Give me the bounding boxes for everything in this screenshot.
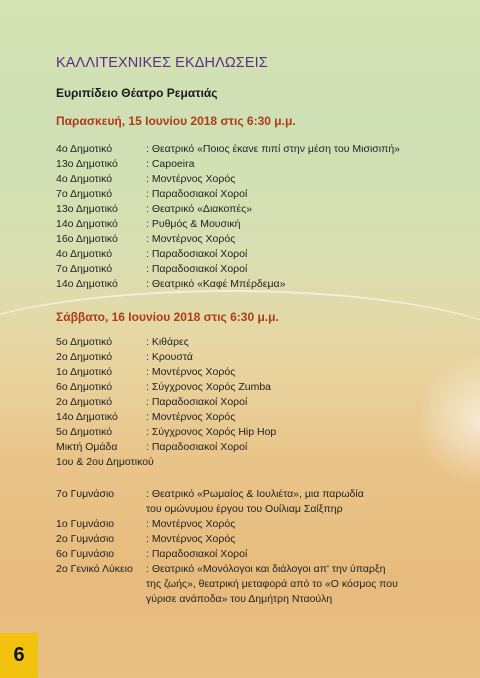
venue-name: Ευριπίδειο Θέατρο Ρεματιάς — [56, 86, 218, 100]
school-name: 14ο Δημοτικό — [56, 278, 118, 290]
performance-title: : Ρυθμός & Μουσική — [146, 218, 241, 230]
program-row — [56, 262, 400, 277]
program-row — [56, 157, 400, 172]
program-row — [56, 440, 276, 455]
school-name: 7ο Δημοτικό — [56, 263, 113, 275]
school-name: 2ο Δημοτικό — [56, 351, 113, 363]
school-name: 14ο Δημοτικό — [56, 218, 118, 230]
program-row — [56, 365, 276, 380]
performance-title: : Σύγχρονος Χορός Zumba — [146, 381, 272, 393]
performance-title: : Μοντέρνος Χορός — [146, 518, 236, 530]
program-row — [56, 380, 276, 395]
performance-title-continued: γύρισε ανάποδα» του Δημήτρη Νταούλη — [146, 593, 333, 605]
school-name: 6ο Γυμνάσιο — [56, 548, 115, 560]
performance-title-continued: της ζωής», θεατρική μεταφορά από το «Ο κόσμος που — [146, 578, 398, 590]
performance-title: : Θεατρικό «Μονόλογοι και διάλογοι απ' την ύπαρξη — [146, 563, 386, 575]
performance-title: : Μοντέρνος Χορός — [146, 233, 236, 245]
program-row — [56, 202, 400, 217]
school-name: 2ο Γενικό Λύκειο — [56, 563, 133, 575]
saturday-program-list — [56, 335, 276, 470]
program-row — [56, 532, 398, 547]
program-row — [56, 350, 276, 365]
program-row — [56, 217, 400, 232]
performance-title: : Παραδοσιακοί Χοροί — [146, 188, 248, 200]
school-name: 7ο Δημοτικό — [56, 188, 113, 200]
program-row — [56, 187, 400, 202]
program-row — [56, 172, 400, 187]
school-name: 13ο Δημοτικό — [56, 158, 118, 170]
program-row — [56, 547, 398, 562]
performance-title: : Κιθάρες — [146, 336, 189, 348]
school-name: 6ο Δημοτικό — [56, 381, 113, 393]
performance-title: : Σύγχρονος Χορός Hip Hop — [146, 426, 277, 438]
performance-title: : Θεατρικό «Ποιος έκανε πιπί στην μέση του Μισισιπή» — [146, 143, 401, 155]
page-number: 6 — [13, 644, 25, 666]
performance-title: : Παραδοσιακοί Χοροί — [146, 396, 248, 408]
performance-title: : Παραδοσιακοί Χοροί — [146, 263, 248, 275]
performance-title: : Παραδοσιακοί Χοροί — [146, 441, 248, 453]
performance-title: : Θεατρικό «Καφέ Μπέρδεμα» — [146, 278, 286, 290]
performance-title: : Θεατρικό «Ρωμαίος & Ιουλιέτα», μια παρωδία — [146, 488, 364, 500]
performance-title-continued: του ομώνυμου έργου του Ουίλιαμ Σαίξπηρ — [146, 503, 343, 515]
school-name: 1ο Δημοτικό — [56, 366, 113, 378]
school-name: Μικτή Ομάδα — [56, 441, 118, 453]
program-row — [56, 562, 398, 577]
program-row — [56, 487, 398, 502]
program-row — [56, 232, 400, 247]
school-name: 2ο Δημοτικό — [56, 396, 113, 408]
school-name: 16ο Δημοτικό — [56, 233, 118, 245]
school-name: 14ο Δημοτικό — [56, 411, 118, 423]
saturday-date-heading: Σάββατο, 16 Ιουνίου 2018 στις 6:30 μ.μ. — [56, 310, 279, 324]
program-row — [56, 247, 400, 262]
school-name: 5ο Δημοτικό — [56, 426, 113, 438]
program-row — [56, 410, 276, 425]
performance-title: : Μοντέρνος Χορός — [146, 411, 236, 423]
program-row — [56, 517, 398, 532]
school-name: 5ο Δημοτικό — [56, 336, 113, 348]
program-row — [56, 335, 276, 350]
page-title: ΚΑΛΛΙΤΕΧΝΙΚΕΣ ΕΚΔΗΛΩΣΕΙΣ — [56, 55, 268, 71]
program-row — [56, 142, 400, 157]
performance-title: : Μοντέρνος Χορός — [146, 366, 236, 378]
program-row — [56, 425, 276, 440]
page-number-tab — [0, 633, 38, 678]
performance-title: : Capoeira — [146, 158, 195, 170]
performance-title: : Παραδοσιακοί Χοροί — [146, 248, 248, 260]
saturday-highschool-list — [56, 487, 398, 607]
performance-title: : Κρουστά — [146, 351, 193, 363]
program-row — [56, 395, 276, 410]
performance-title: : Μοντέρνος Χορός — [146, 533, 236, 545]
school-name: 13ο Δημοτικό — [56, 203, 118, 215]
school-name: 4ο Δημοτικό — [56, 143, 113, 155]
friday-program-list — [56, 142, 400, 292]
performance-title: : Παραδοσιακοί Χοροί — [146, 548, 248, 560]
school-name: 7ο Γυμνάσιο — [56, 488, 115, 500]
school-name: 4ο Δημοτικό — [56, 248, 113, 260]
mixed-group-note: 1ου & 2ου Δημοτικού — [56, 456, 154, 468]
school-name: 2ο Γυμνάσιο — [56, 533, 115, 545]
friday-date-heading: Παρασκευή, 15 Ιουνίου 2018 στις 6:30 μ.μ. — [56, 114, 296, 128]
school-name: 1ο Γυμνάσιο — [56, 518, 115, 530]
program-row — [56, 277, 400, 292]
performance-title: : Μοντέρνος Χορός — [146, 173, 236, 185]
performance-title: : Θεατρικό «Διακοπές» — [146, 203, 252, 215]
school-name: 4ο Δημοτικό — [56, 173, 113, 185]
